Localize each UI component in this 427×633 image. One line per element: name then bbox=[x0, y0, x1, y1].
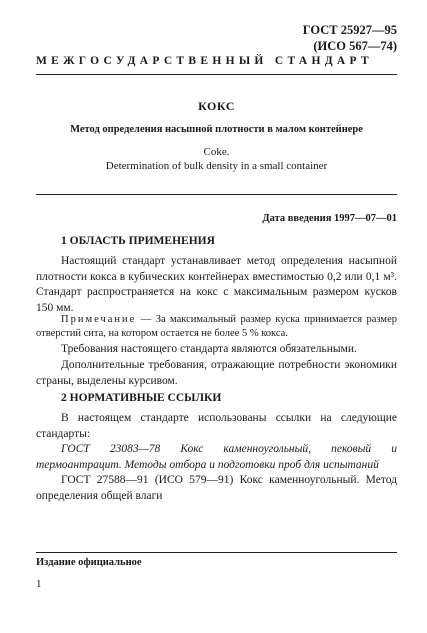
english-title bbox=[36, 145, 397, 173]
document-subtitle: Метод определения насыпной плотности в малом контейнере bbox=[70, 124, 363, 135]
reference-gost-27588 bbox=[36, 473, 397, 504]
footer-rule bbox=[36, 552, 397, 553]
reference-gost-23083 bbox=[36, 442, 397, 473]
section1-paragraph3 bbox=[36, 358, 397, 389]
english-name: Coke. bbox=[203, 146, 230, 158]
section1-paragraph2 bbox=[36, 342, 397, 358]
section1-paragraph1 bbox=[36, 254, 397, 316]
gost-number: ГОСТ 25927—95 bbox=[302, 23, 397, 37]
note-text: — За максимальный размер куска принимается размер отверстий сита, на котором остается не более 5 % кокса. bbox=[36, 314, 397, 339]
note-label: Примечание bbox=[61, 314, 137, 325]
section1-paragraph2-text: Требования настоящего стандарта являются обязательными. bbox=[61, 343, 357, 355]
date-of-introduction: Дата введения 1997—07—01 bbox=[262, 213, 397, 224]
english-subtitle: Determination of bulk density in a small container bbox=[105, 160, 328, 172]
banner-rule bbox=[36, 74, 397, 75]
standard-banner: МЕЖГОСУДАРСТВЕННЫЙ СТАНДАРТ bbox=[36, 55, 373, 67]
section1-paragraph3-text: Дополнительные требования, отражающие потребности экономики страны, выделены курсивом. bbox=[36, 359, 397, 387]
official-edition-label: Издание официальное bbox=[36, 557, 142, 568]
iso-number: (ИСО 567—74) bbox=[313, 39, 397, 53]
section1-note bbox=[36, 313, 397, 341]
document-title: КОКС bbox=[198, 99, 235, 113]
reference-gost-23083-text: ГОСТ 23083—78 Кокс каменноугольный, пековый и термоантрацит. Методы отбора и подготовки проб для испытаний bbox=[36, 443, 397, 471]
title-rule bbox=[36, 194, 397, 195]
section2-paragraph1-text: В настоящем стандарте использованы ссылки на следующие стандарты: bbox=[36, 412, 397, 440]
section2-heading: 2 НОРМАТИВНЫЕ ССЫЛКИ bbox=[61, 392, 222, 404]
reference-gost-27588-text: ГОСТ 27588—91 (ИСО 579—91) Кокс каменноугольный. Метод определения общей влаги bbox=[36, 474, 397, 502]
gost-code-block bbox=[303, 22, 397, 54]
section2-paragraph1 bbox=[36, 411, 397, 442]
page-number: 1 bbox=[36, 578, 42, 590]
section1-heading: 1 ОБЛАСТЬ ПРИМЕНЕНИЯ bbox=[61, 235, 215, 247]
section1-paragraph1-text: Настоящий стандарт устанавливает метод определения насыпной плотности кокса в кубических контейнерах вместимостью 0,2 или 0,1 м³. Стандарт распространяется на кокс с максимальным размером кусков 150 мм. bbox=[36, 255, 397, 314]
